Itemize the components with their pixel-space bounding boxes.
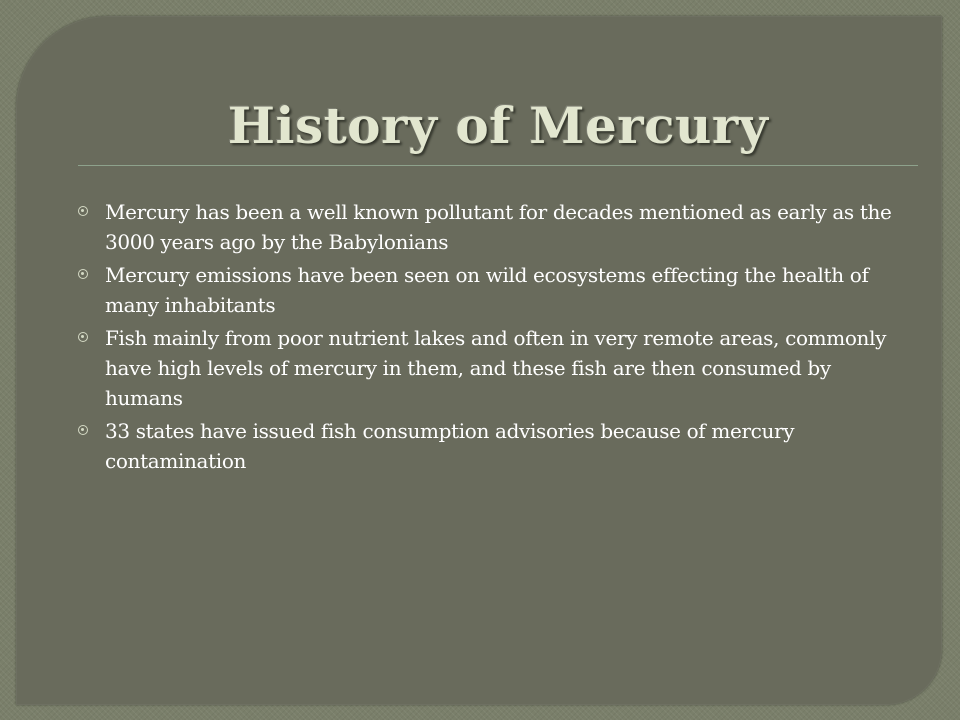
slide-title: History of Mercury [227, 96, 769, 155]
bullet-item [78, 260, 913, 320]
bullet-text: Fish mainly from poor nutrient lakes and often in very remote areas, commonly have high levels of mercury in them, and these fish are then consumed by humans [105, 326, 887, 410]
bullet-item [78, 197, 913, 257]
bullet-list [78, 197, 913, 479]
circled-dot-icon [78, 425, 88, 435]
bullet-text: Mercury emissions have been seen on wild ecosystems effecting the health of many inhabitants [105, 263, 869, 317]
bullet-item [78, 323, 913, 413]
bullet-text: 33 states have issued fish consumption advisories because of mercury contamination [105, 419, 795, 473]
circled-dot-icon [78, 332, 88, 342]
bullet-item [78, 416, 913, 476]
title-divider [78, 165, 918, 166]
circled-dot-icon [78, 206, 88, 216]
slide-panel [16, 16, 942, 705]
bullet-text: Mercury has been a well known pollutant for decades mentioned as early as the 3000 years ago by the Babylonians [105, 200, 892, 254]
circled-dot-icon [78, 269, 88, 279]
